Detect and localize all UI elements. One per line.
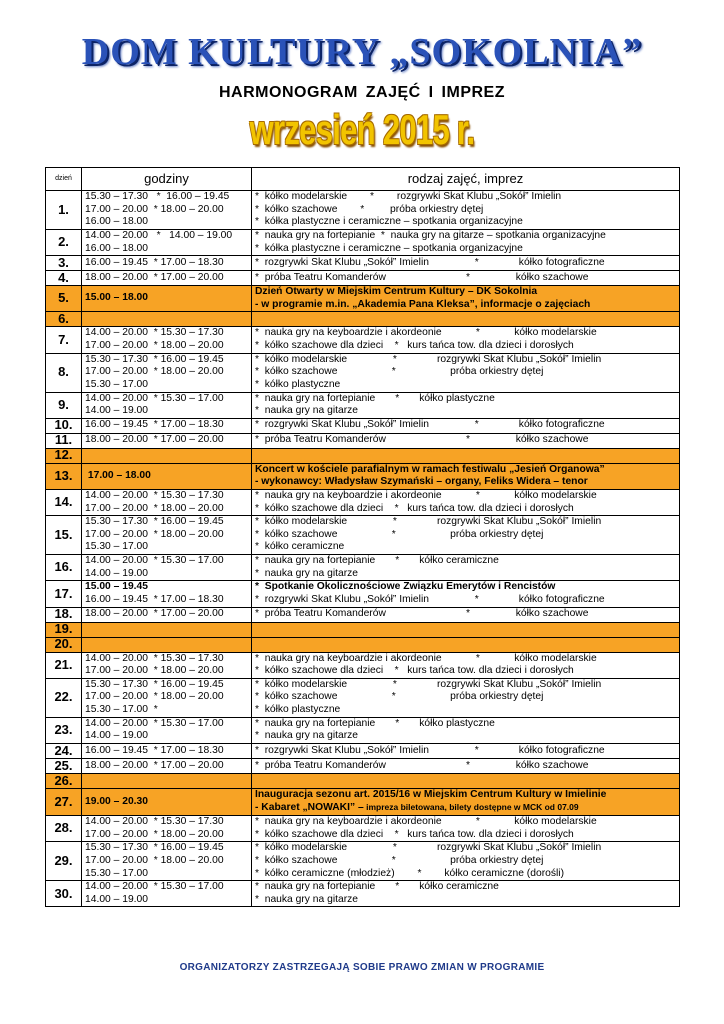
hours-line: 16.00 – 18.00 [85, 216, 148, 228]
activities-cell [252, 773, 680, 788]
table-row [46, 191, 680, 230]
day-cell: 10. [46, 418, 82, 433]
day-cell: 15. [46, 516, 82, 555]
day-cell: 18. [46, 607, 82, 622]
activity-line: * kółko szachowe dla dzieci * kurs tańca tow. dla dzieci i dorosłych [255, 665, 574, 677]
hours-line: 18.00 – 20.00 * 17.00 – 20.00 [85, 759, 224, 771]
day-cell: 14. [46, 489, 82, 515]
activity-line: Inauguracja sezonu art. 2015/16 w Miejskim Centrum Kultury w Imielinie [255, 788, 607, 800]
day-cell: 25. [46, 758, 82, 773]
hours-cell [82, 652, 252, 678]
day-cell: 24. [46, 743, 82, 758]
activity-line: * próba Teatru Komanderów * kółko szachowe [255, 271, 589, 283]
day-cell: 7. [46, 327, 82, 353]
hours-line: 17.00 – 20.00 * 18.00 – 20.00 [85, 339, 224, 351]
activities-cell [252, 743, 680, 758]
activity-line: * kółko szachowe dla dzieci * kurs tańca tow. dla dzieci i dorosłych [255, 339, 574, 351]
day-cell: 11. [46, 433, 82, 448]
day-cell: 16. [46, 555, 82, 581]
activity-line: * nauka gry na gitarze [255, 567, 359, 579]
activity-line: * kółko szachowe dla dzieci * kurs tańca tow. dla dzieci i dorosłych [255, 502, 574, 514]
activity-line: - wykonawcy: Władysław Szymański – organy, Feliks Widera – tenor [255, 476, 588, 488]
hours-cell [82, 622, 252, 637]
day-cell: 27. [46, 788, 82, 815]
table-row [46, 489, 680, 515]
hours-line: 15.00 – 18.00 [85, 292, 148, 304]
hours-line: 16.00 – 18.00 [85, 242, 148, 254]
header-day: dzień [46, 168, 82, 191]
hours-line: 18.00 – 20.00 * 17.00 – 20.00 [85, 271, 224, 283]
activity-line: * rozgrywki Skat Klubu „Sokół” Imielin * kółko fotograficzne [255, 744, 605, 756]
day-cell: 22. [46, 678, 82, 717]
activity-line: * nauka gry na gitarze [255, 893, 359, 905]
activity-text: - Kabaret „NOWAKI” – [255, 802, 364, 814]
activity-line: * kółko szachowe * próba orkiestry dętej [255, 854, 544, 866]
activities-cell [252, 678, 680, 717]
table-row [46, 581, 680, 607]
hours-line: 15.30 – 17.30 * 16.00 – 19.45 [85, 678, 224, 690]
activity-line: * kółko szachowe * próba orkiestry dętej [255, 528, 544, 540]
table-row [46, 327, 680, 353]
day-cell: 23. [46, 717, 82, 743]
hours-cell [82, 581, 252, 607]
hours-cell [82, 230, 252, 256]
hours-line: 15.00 – 19.45 [85, 581, 148, 593]
hours-cell [82, 678, 252, 717]
hours-cell [82, 773, 252, 788]
activities-cell [252, 271, 680, 286]
activities-cell [252, 816, 680, 842]
hours-line: 14.00 – 19.00 [85, 730, 148, 742]
day-cell: 3. [46, 256, 82, 271]
hours-line: 15.30 – 17.30 * 16.00 – 19.45 [85, 516, 224, 528]
hours-line: 17.00 – 20.00 * 18.00 – 20.00 [85, 502, 224, 514]
activity-line: Koncert w kościele parafialnym w ramach festiwalu „Jesień Organowa” [255, 463, 605, 475]
hours-line: 14.00 – 20.00 * 14.00 – 19.00 [85, 230, 233, 241]
activity-line: * kółko modelarskie * rozgrywki Skat Klubu „Sokół” Imielin [255, 842, 602, 854]
hours-line: 16.00 – 19.45 * 17.00 – 18.30 [85, 593, 224, 605]
activity-line: * kółko modelarskie * rozgrywki Skat Klubu „Sokół” Imielin [255, 516, 602, 528]
hours-cell [82, 191, 252, 230]
hours-line: 14.00 – 19.00 [85, 405, 148, 417]
day-cell: 26. [46, 773, 82, 788]
hours-cell [82, 788, 252, 815]
table-row [46, 758, 680, 773]
activities-cell [252, 256, 680, 271]
hours-line: 14.00 – 20.00 * 15.30 – 17.30 [85, 327, 224, 339]
activity-line: * kółko modelarskie * rozgrywki Skat Klubu „Sokół” Imielin [255, 191, 562, 203]
table-row [46, 418, 680, 433]
day-cell: 17. [46, 581, 82, 607]
hours-line: 16.00 – 19.45 * 17.00 – 18.30 [85, 256, 224, 268]
activities-cell [252, 433, 680, 448]
activities-cell [252, 489, 680, 515]
activity-line: * nauka gry na keyboardzie i akordeonie * kółko modelarskie [255, 816, 597, 828]
hours-cell [82, 271, 252, 286]
activity-line: * rozgrywki Skat Klubu „Sokół” Imielin * kółko fotograficzne [255, 419, 605, 431]
hours-line: 14.00 – 20.00 * 15.30 – 17.00 [85, 881, 224, 893]
hours-cell [82, 418, 252, 433]
table-row [46, 433, 680, 448]
month-heading: wrzesień 2015 r. [249, 106, 475, 153]
table-row [46, 230, 680, 256]
day-cell: 9. [46, 392, 82, 418]
hours-line: 14.00 – 19.00 [85, 567, 148, 579]
activities-cell [252, 622, 680, 637]
hours-line: 15.30 – 17.30 * 16.00 – 19.45 [85, 191, 230, 203]
hours-line: 16.00 – 19.45 * 17.00 – 18.30 [85, 419, 224, 431]
table-row [46, 555, 680, 581]
activities-cell [252, 637, 680, 652]
hours-line: 17.00 – 18.00 [85, 470, 151, 482]
hours-line: 17.00 – 20.00 * 18.00 – 20.00 [85, 691, 224, 703]
hours-line: 15.30 – 17.00 * [85, 703, 158, 715]
hours-cell [82, 312, 252, 327]
activity-line: * nauka gry na fortepianie * kółko plastyczne [255, 717, 495, 729]
page-subtitle: HARMONOGRAM ZAJĘĆ I IMPREZ [219, 84, 505, 101]
activity-line: * rozgrywki Skat Klubu „Sokół” Imielin * kółko fotograficzne [255, 593, 605, 605]
day-cell: 30. [46, 881, 82, 907]
hours-cell [82, 448, 252, 463]
header-hours: godziny [82, 168, 252, 191]
table-row [46, 678, 680, 717]
activity-line: * nauka gry na fortepianie * kółko ceramiczne [255, 555, 499, 567]
hours-line: 14.00 – 20.00 * 15.30 – 17.00 [85, 717, 224, 729]
hours-line: 16.00 – 19.45 * 17.00 – 18.30 [85, 744, 224, 756]
page-title: DOM KULTURY „SOKOLNIA” [81, 31, 643, 73]
table-row [46, 256, 680, 271]
activity-line: * próba Teatru Komanderów * kółko szachowe [255, 434, 589, 446]
hours-line: 14.00 – 19.00 [85, 893, 148, 905]
hours-line: 14.00 – 20.00 * 15.30 – 17.30 [85, 489, 224, 501]
activities-cell [252, 581, 680, 607]
hours-line: 17.00 – 20.00 * 18.00 – 20.00 [85, 528, 224, 540]
hours-line: 15.30 – 17.30 * 16.00 – 19.45 [85, 353, 224, 365]
activity-line: * kółko plastyczne [255, 378, 341, 390]
table-row [46, 881, 680, 907]
hours-cell [82, 433, 252, 448]
activity-line: * kółka plastyczne i ceramiczne – spotkania organizacyjne [255, 216, 523, 228]
hours-line: 15.30 – 17.00 [85, 867, 148, 879]
hours-cell [82, 881, 252, 907]
hours-line: 14.00 – 20.00 * 15.30 – 17.30 [85, 652, 224, 664]
table-row [46, 271, 680, 286]
hours-cell [82, 637, 252, 652]
table-row [46, 816, 680, 842]
table-row [46, 622, 680, 637]
day-cell: 29. [46, 842, 82, 881]
activities-cell [252, 555, 680, 581]
activity-line: * próba Teatru Komanderów * kółko szachowe [255, 759, 589, 771]
hours-line: 17.00 – 20.00 * 18.00 – 20.00 [85, 854, 224, 866]
day-cell: 13. [46, 463, 82, 489]
hours-line: 18.00 – 20.00 * 17.00 – 20.00 [85, 434, 224, 446]
hours-line: 17.00 – 20.00 * 18.00 – 20.00 [85, 203, 224, 215]
activity-line: - w programie m.in. „Akademia Pana Kleksa”, informacje o zajęciach [255, 298, 591, 310]
activity-line: * kółko modelarskie * rozgrywki Skat Klubu „Sokół” Imielin [255, 678, 602, 690]
hours-cell [82, 353, 252, 392]
table-row [46, 516, 680, 555]
table-row [46, 448, 680, 463]
hours-line: 15.30 – 17.00 [85, 378, 148, 390]
hours-line: 14.00 – 20.00 * 15.30 – 17.00 [85, 555, 224, 567]
activities-cell [252, 327, 680, 353]
ticket-note: impreza biletowana, bilety dostępne w MCK od 07.09 [363, 802, 579, 813]
hours-line: 15.30 – 17.30 * 16.00 – 19.45 [85, 842, 224, 854]
table-row [46, 312, 680, 327]
activity-line: * próba Teatru Komanderów * kółko szachowe [255, 608, 589, 620]
activity-line: * kółka plastyczne i ceramiczne – spotkania organizacyjne [255, 242, 523, 254]
activity-line: * kółko ceramiczne [255, 541, 345, 553]
activity-line: * rozgrywki Skat Klubu „Sokół” Imielin * kółko fotograficzne [255, 256, 605, 268]
schedule-table [45, 167, 680, 907]
activity-line: * nauka gry na fortepianie * kółko plastyczne [255, 392, 495, 404]
activity-line: * nauka gry na keyboardzie i akordeonie * kółko modelarskie [255, 327, 597, 339]
hours-cell [82, 717, 252, 743]
activity-line: * Spotkanie Okolicznościowe Związku Emerytów i Rencistów [255, 581, 556, 593]
table-row [46, 788, 680, 815]
table-row [46, 773, 680, 788]
activities-cell [252, 191, 680, 230]
hours-cell [82, 758, 252, 773]
footer-note: ORGANIZATORZY ZASTRZEGAJĄ SOBIE PRAWO ZMIAN W PROGRAMIE [179, 962, 545, 973]
table-row [46, 463, 680, 489]
table-row [46, 842, 680, 881]
day-cell: 21. [46, 652, 82, 678]
hours-line: 17.00 – 20.00 * 18.00 – 20.00 [85, 366, 224, 378]
activity-line: * kółko modelarskie * rozgrywki Skat Klubu „Sokół” Imielin [255, 353, 602, 365]
activity-line: * kółko szachowe * próba orkiestry dętej [255, 691, 544, 703]
activities-cell [252, 842, 680, 881]
day-cell: 8. [46, 353, 82, 392]
hours-line: 14.00 – 20.00 * 15.30 – 17.30 [85, 816, 224, 828]
activities-cell [252, 448, 680, 463]
day-cell: 6. [46, 312, 82, 327]
hours-cell [82, 463, 252, 489]
activities-cell [252, 312, 680, 327]
hours-cell [82, 489, 252, 515]
day-cell: 12. [46, 448, 82, 463]
activities-cell [252, 607, 680, 622]
hours-cell [82, 327, 252, 353]
table-row [46, 652, 680, 678]
activities-cell [252, 652, 680, 678]
activity-line [255, 801, 676, 815]
activities-cell [252, 418, 680, 433]
activities-cell [252, 392, 680, 418]
activities-cell [252, 516, 680, 555]
activity-line: * nauka gry na fortepianie * kółko ceramiczne [255, 881, 499, 893]
hours-cell [82, 842, 252, 881]
table-row [46, 637, 680, 652]
day-cell: 1. [46, 191, 82, 230]
table-row [46, 607, 680, 622]
activity-line: * nauka gry na keyboardzie i akordeonie * kółko modelarskie [255, 652, 597, 664]
hours-line: 14.00 – 20.00 * 15.30 – 17.00 [85, 392, 224, 404]
day-cell: 28. [46, 816, 82, 842]
table-row [46, 743, 680, 758]
hours-cell [82, 816, 252, 842]
activity-line: * kółko szachowe * próba orkiestry dętej [255, 366, 544, 378]
day-cell: 19. [46, 622, 82, 637]
hours-line: 15.30 – 17.00 [85, 541, 148, 553]
activity-line: * nauka gry na fortepianie * nauka gry na gitarze – spotkania organizacyjne [255, 230, 606, 241]
activity-line: * kółko ceramiczne (młodzież) * kółko ceramiczne (dorośli) [255, 867, 564, 879]
table-row [46, 392, 680, 418]
activities-cell [252, 758, 680, 773]
activity-line: * kółko szachowe * próba orkiestry dętej [255, 203, 484, 215]
day-cell: 2. [46, 230, 82, 256]
activities-cell [252, 717, 680, 743]
hours-cell [82, 256, 252, 271]
activity-line: * nauka gry na gitarze [255, 405, 359, 417]
day-cell: 4. [46, 271, 82, 286]
table-row [46, 717, 680, 743]
activity-line: * nauka gry na gitarze [255, 730, 359, 742]
header-activities: rodzaj zajęć, imprez [252, 168, 680, 191]
hours-line: 17.00 – 20.00 * 18.00 – 20.00 [85, 828, 224, 840]
activities-cell [252, 286, 680, 312]
hours-cell [82, 607, 252, 622]
activities-cell [252, 788, 680, 815]
day-cell: 20. [46, 637, 82, 652]
hours-cell [82, 392, 252, 418]
activity-line: Dzień Otwarty w Miejskim Centrum Kultury – DK Sokolnia [255, 286, 538, 298]
activities-cell [252, 463, 680, 489]
hours-cell [82, 555, 252, 581]
activity-line: * nauka gry na keyboardzie i akordeonie * kółko modelarskie [255, 489, 597, 501]
table-header-row [46, 168, 680, 191]
activity-line: * kółko szachowe dla dzieci * kurs tańca tow. dla dzieci i dorosłych [255, 828, 574, 840]
table-row [46, 286, 680, 312]
hours-line: 18.00 – 20.00 * 17.00 – 20.00 [85, 608, 224, 620]
activities-cell [252, 230, 680, 256]
hours-cell [82, 286, 252, 312]
schedule-body [46, 191, 680, 907]
hours-cell [82, 516, 252, 555]
hours-cell [82, 743, 252, 758]
table-row [46, 353, 680, 392]
hours-line: 19.00 – 20.30 [85, 795, 148, 807]
activities-cell [252, 881, 680, 907]
activities-cell [252, 353, 680, 392]
activity-line: * kółko plastyczne [255, 703, 341, 715]
hours-line: 17.00 – 20.00 * 18.00 – 20.00 [85, 665, 224, 677]
day-cell: 5. [46, 286, 82, 312]
